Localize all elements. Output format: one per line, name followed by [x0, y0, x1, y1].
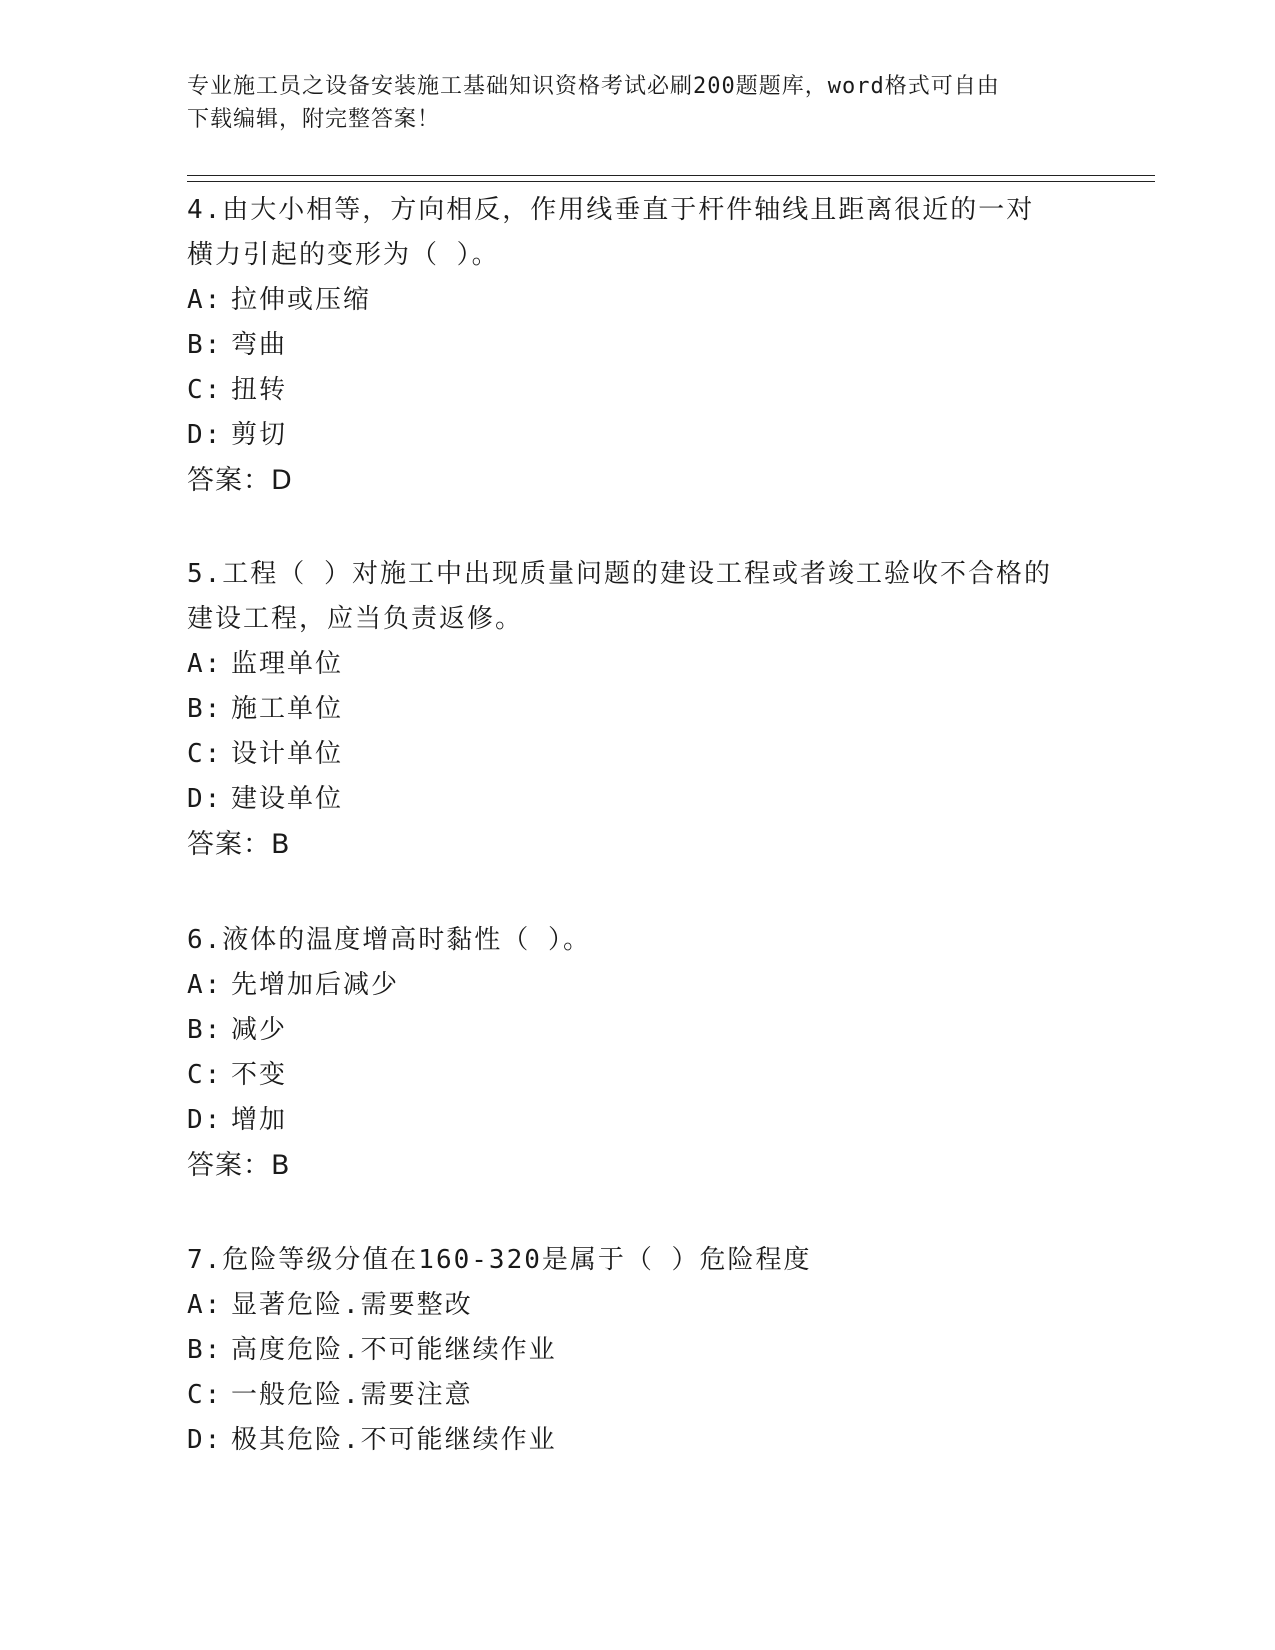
header-line-2: 下载编辑，附完整答案！ — [187, 107, 441, 132]
option-text: 一般危险.需要注意 — [231, 1380, 473, 1410]
option-letter: C: — [187, 1060, 223, 1090]
option-d — [187, 777, 1087, 822]
option-d — [187, 413, 1087, 458]
option-letter: B: — [187, 1015, 223, 1045]
question-stem-line-1: 7.危险等级分值在160-320是属于（ ）危险程度 — [187, 1245, 812, 1275]
answer-line: 答案：B — [187, 829, 291, 860]
question-stem-line-1: 6.液体的温度增高时黏性（ ）。 — [187, 925, 591, 955]
option-d — [187, 1098, 1087, 1143]
option-letter: D: — [187, 784, 223, 814]
option-text: 极其危险.不可能继续作业 — [231, 1425, 557, 1455]
option-letter: D: — [187, 420, 223, 450]
option-text: 增加 — [231, 1105, 288, 1135]
option-a — [187, 642, 1087, 687]
option-c — [187, 1053, 1087, 1098]
option-letter: C: — [187, 1380, 223, 1410]
option-text: 减少 — [231, 1015, 288, 1045]
option-letter: D: — [187, 1105, 223, 1135]
option-text: 不变 — [231, 1060, 288, 1090]
option-text: 设计单位 — [231, 739, 344, 769]
option-letter: C: — [187, 375, 223, 405]
option-letter: A: — [187, 649, 223, 679]
question-stem-line-1: 5.工程（ ）对施工中出现质量问题的建设工程或者竣工验收不合格的 — [187, 559, 1052, 589]
option-text: 建设单位 — [231, 784, 344, 814]
question-6 — [187, 918, 1087, 1188]
header-divider-top — [187, 175, 1155, 176]
option-c — [187, 1373, 1087, 1418]
option-letter: D: — [187, 1425, 223, 1455]
option-a — [187, 963, 1087, 1008]
option-letter: C: — [187, 739, 223, 769]
option-c — [187, 732, 1087, 777]
option-letter: B: — [187, 694, 223, 724]
question-4 — [187, 188, 1087, 503]
question-stem-line-2: 横力引起的变形为（ ）。 — [187, 240, 500, 270]
header-divider-bottom — [187, 181, 1155, 182]
option-d — [187, 1418, 1087, 1463]
question-stem-line-1: 4.由大小相等，方向相反，作用线垂直于杆件轴线且距离很近的一对 — [187, 195, 1035, 225]
option-text: 拉伸或压缩 — [231, 285, 372, 315]
question-stem-line-2: 建设工程，应当负责返修。 — [187, 604, 524, 634]
option-a — [187, 1283, 1087, 1328]
option-b — [187, 687, 1087, 732]
option-letter: B: — [187, 1335, 223, 1365]
option-a — [187, 278, 1087, 323]
option-text: 高度危险.不可能继续作业 — [231, 1335, 557, 1365]
option-b — [187, 1008, 1087, 1053]
answer-line: 答案：D — [187, 465, 293, 496]
option-text: 剪切 — [231, 420, 288, 450]
option-b — [187, 1328, 1087, 1373]
option-letter: A: — [187, 285, 223, 315]
option-letter: B: — [187, 330, 223, 360]
question-5 — [187, 552, 1087, 867]
option-letter: A: — [187, 970, 223, 1000]
option-text: 监理单位 — [231, 649, 344, 679]
answer-line: 答案：B — [187, 1150, 291, 1181]
option-text: 施工单位 — [231, 694, 344, 724]
option-b — [187, 323, 1087, 368]
option-text: 先增加后减少 — [231, 970, 400, 1000]
question-7 — [187, 1238, 1087, 1463]
option-text: 扭转 — [231, 375, 288, 405]
option-letter: A: — [187, 1290, 223, 1320]
option-c — [187, 368, 1087, 413]
option-text: 显著危险.需要整改 — [231, 1290, 473, 1320]
option-text: 弯曲 — [231, 330, 288, 360]
header-line-1: 专业施工员之设备安装施工基础知识资格考试必刷200题题库，word格式可自由 — [187, 74, 1000, 99]
document-header — [187, 70, 1087, 136]
